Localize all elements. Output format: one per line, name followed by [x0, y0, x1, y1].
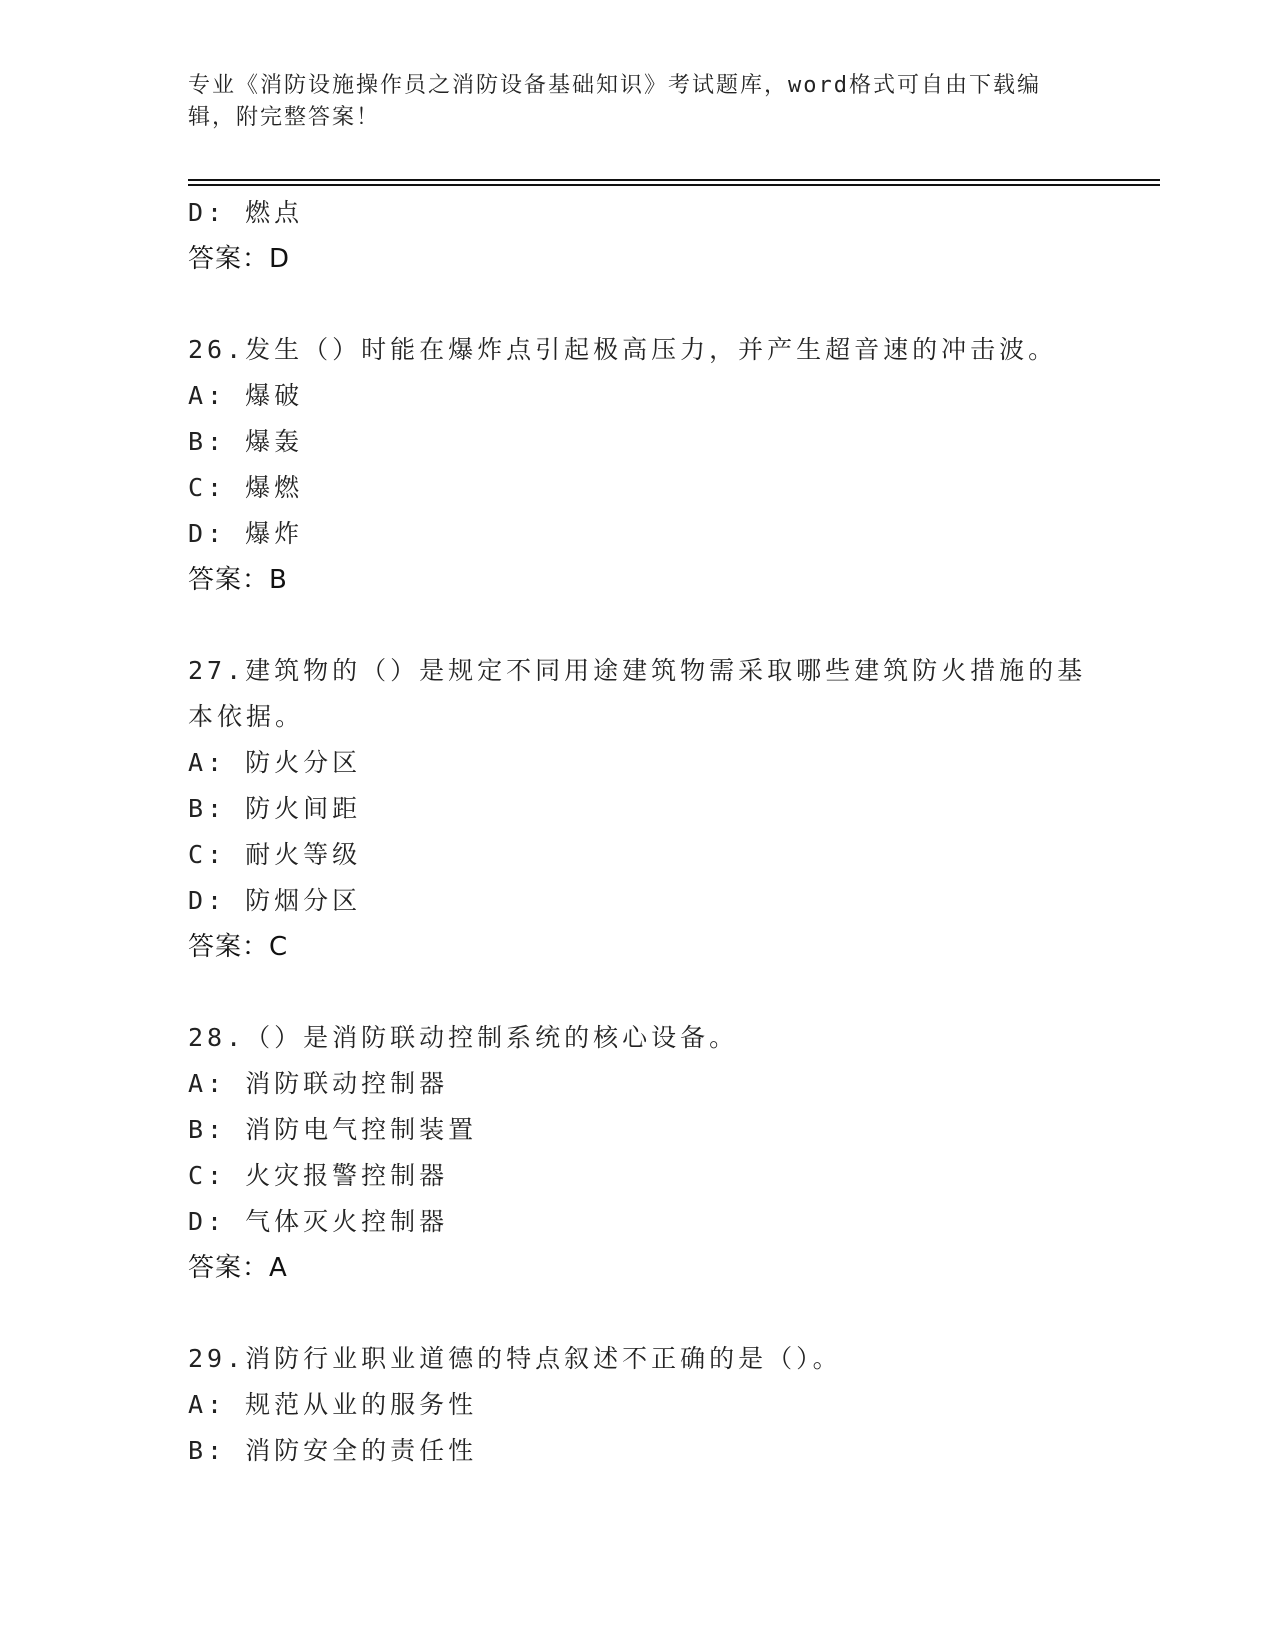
question-text: 29.消防行业职业道德的特点叙述不正确的是（）。 [188, 1344, 842, 1373]
question-block-29 [188, 1336, 1088, 1474]
answer-text: 答案：D [188, 244, 291, 274]
document-header: 专业《消防设施操作员之消防设备基础知识》考试题库，word格式可自由下载编辑，附完整答案！ [188, 73, 1041, 130]
option-c: C: 耐火等级 [188, 840, 362, 869]
document-body [188, 190, 1088, 1474]
option-b: B: 消防电气控制装置 [188, 1115, 478, 1144]
option-b: B: 消防安全的责任性 [188, 1436, 478, 1465]
option-a: A: 规范从业的服务性 [188, 1390, 478, 1419]
question-text: 28.（）是消防联动控制系统的核心设备。 [188, 1023, 739, 1052]
answer-text: 答案：C [188, 932, 289, 962]
answer-text: 答案：B [188, 565, 288, 595]
question-text: 27.建筑物的（）是规定不同用途建筑物需采取哪些建筑防火措施的基本依据。 [188, 656, 1087, 731]
header-rule-top [188, 179, 1160, 181]
option-a: A: 防火分区 [188, 748, 362, 777]
question-text: 26.发生（）时能在爆炸点引起极高压力，并产生超音速的冲击波。 [188, 335, 1058, 364]
option-d: D: 防烟分区 [188, 886, 362, 915]
option-b: B: 爆轰 [188, 427, 304, 456]
option-a: A: 爆破 [188, 381, 304, 410]
answer-text: 答案：A [188, 1253, 288, 1283]
question-block-26 [188, 327, 1088, 603]
question-block-28 [188, 1015, 1088, 1291]
header-rule-bottom [188, 184, 1160, 186]
question-block-27 [188, 648, 1088, 970]
option-d: D: 爆炸 [188, 519, 304, 548]
option-d: D: 气体灭火控制器 [188, 1207, 449, 1236]
option-a: A: 消防联动控制器 [188, 1069, 449, 1098]
option-b: B: 防火间距 [188, 794, 362, 823]
option-text: D: 燃点 [188, 198, 304, 227]
option-c: C: 火灾报警控制器 [188, 1161, 449, 1190]
option-c: C: 爆燃 [188, 473, 304, 502]
